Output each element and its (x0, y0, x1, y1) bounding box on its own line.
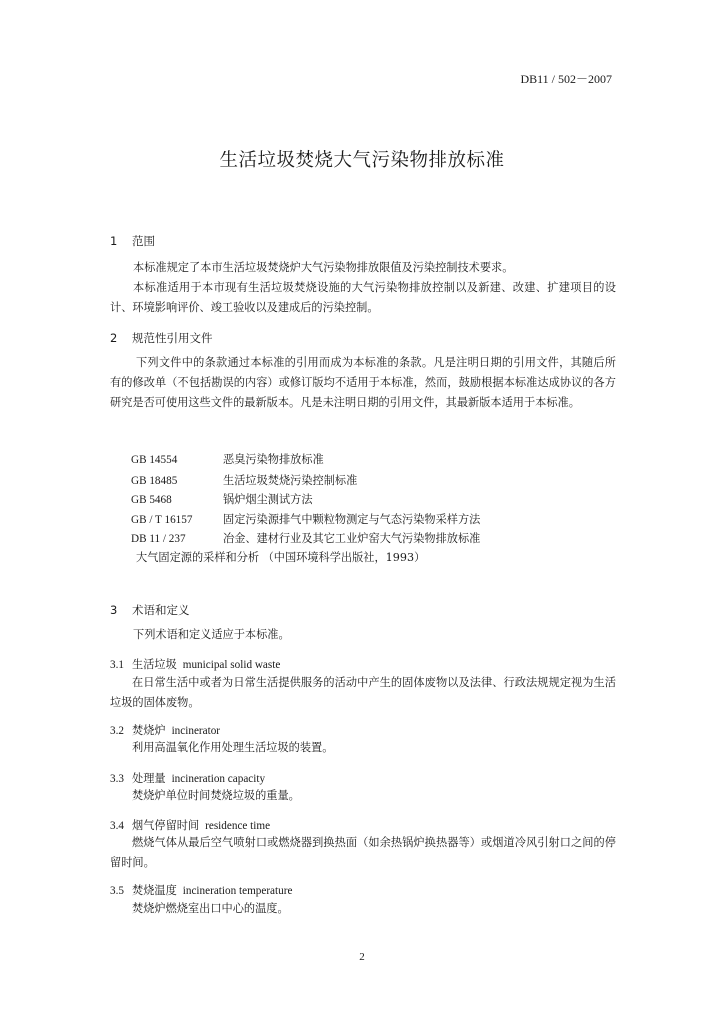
section-3-heading (110, 602, 190, 618)
term-number: 3.4 (110, 820, 124, 832)
term-definition: 燃烧气体从最后空气喷射口或燃烧器到换热面（如余热锅炉换热器等）或烟道冷风引射口之间的停留时间。 (110, 836, 616, 869)
reference-title: 冶金、建材行业及其它工业炉窑大气污染物排放标准 (223, 532, 481, 545)
reference-title: 恶臭污染物排放标准 (223, 453, 324, 466)
term-english: municipal solid waste (182, 659, 281, 671)
term-definition: 焚烧炉单位时间焚烧垃圾的重量。 (132, 789, 300, 802)
term-heading (110, 817, 270, 833)
reference-code: GB / T 16157 (131, 514, 193, 526)
term-number: 3.1 (110, 659, 124, 671)
reference-note: 大气固定源的采样和分析 （中国环境科学出版社，1993） (136, 551, 426, 564)
term-definition: 在日常生活中或者为日常生活提供服务的活动中产生的固体废物以及法律、行政法规规定视为生活垃圾的固体废物。 (110, 676, 616, 709)
term-number: 3.3 (110, 773, 124, 785)
term-heading (110, 656, 280, 672)
section-number: 1 (110, 234, 118, 248)
section-title: 术语和定义 (132, 603, 190, 617)
reference-title: 生活垃圾焚烧污染控制标准 (223, 474, 358, 487)
term-number: 3.5 (110, 885, 124, 897)
reference-code: GB 18485 (131, 475, 178, 487)
term-chinese: 生活垃圾 (132, 658, 177, 671)
reference-title: 固定污染源排气中颗粒物测定与气态污染物采样方法 (223, 513, 481, 526)
reference-item (131, 472, 357, 488)
section-3-intro: 下列术语和定义适应于本标准。 (133, 628, 290, 641)
standard-code: DB11 / 502－2007 (520, 72, 612, 86)
term-heading (110, 722, 220, 738)
term-number: 3.2 (110, 725, 124, 737)
term-english: incinerator (171, 725, 221, 737)
term-definition: 利用高温氧化作用处理生活垃圾的装置。 (132, 741, 334, 754)
section-number: 3 (110, 603, 118, 617)
section-number: 2 (110, 331, 118, 345)
page-number: 2 (359, 951, 365, 963)
section-title: 规范性引用文件 (132, 331, 213, 345)
section-1-heading (110, 233, 155, 249)
document-title: 生活垃圾焚烧大气污染物排放标准 (219, 150, 505, 171)
section-2-heading (110, 330, 213, 346)
term-english: incineration capacity (171, 773, 266, 785)
term-definition: 焚烧炉燃烧室出口中心的温度。 (132, 902, 289, 915)
term-chinese: 焚烧温度 (132, 884, 177, 897)
reference-item (131, 451, 324, 467)
term-chinese: 烟气停留时间 (132, 819, 200, 832)
section-title: 范围 (132, 234, 155, 248)
term-heading (110, 882, 292, 898)
term-heading (110, 770, 265, 786)
reference-code: GB 14554 (131, 454, 178, 466)
section-1-paragraph-1: 本标准规定了本市生活垃圾焚烧炉大气污染物排放限值及污染控制技术要求。 (133, 261, 514, 274)
term-english: incineration temperature (182, 885, 293, 897)
section-2-paragraph: 下列文件中的条款通过本标准的引用而成为本标准的条款。凡是注明日期的引用文件，其随后所有的修改单（不包括勘误的内容）或修订版均不适用于本标准，然而，鼓励根据本标准达成协议的各方研究是否可使用这些文件的最新版本。凡是未注明日期的引用文件，其最新版本适用于本标准。 (110, 356, 616, 409)
reference-title: 锅炉烟尘测试方法 (223, 493, 313, 506)
reference-item (131, 511, 480, 527)
term-english: residence time (205, 820, 271, 832)
reference-code: GB 5468 (131, 494, 172, 506)
term-chinese: 焚烧炉 (132, 724, 166, 737)
term-chinese: 处理量 (132, 772, 166, 785)
section-1-paragraph-2: 本标准适用于本市现有生活垃圾焚烧设施的大气污染物排放控制以及新建、改建、扩建项目的设计、环境影响评价、竣工验收以及建成后的污染控制。 (110, 281, 616, 314)
reference-item (131, 530, 480, 546)
reference-item (131, 491, 313, 507)
reference-code: DB 11 / 237 (131, 533, 186, 545)
